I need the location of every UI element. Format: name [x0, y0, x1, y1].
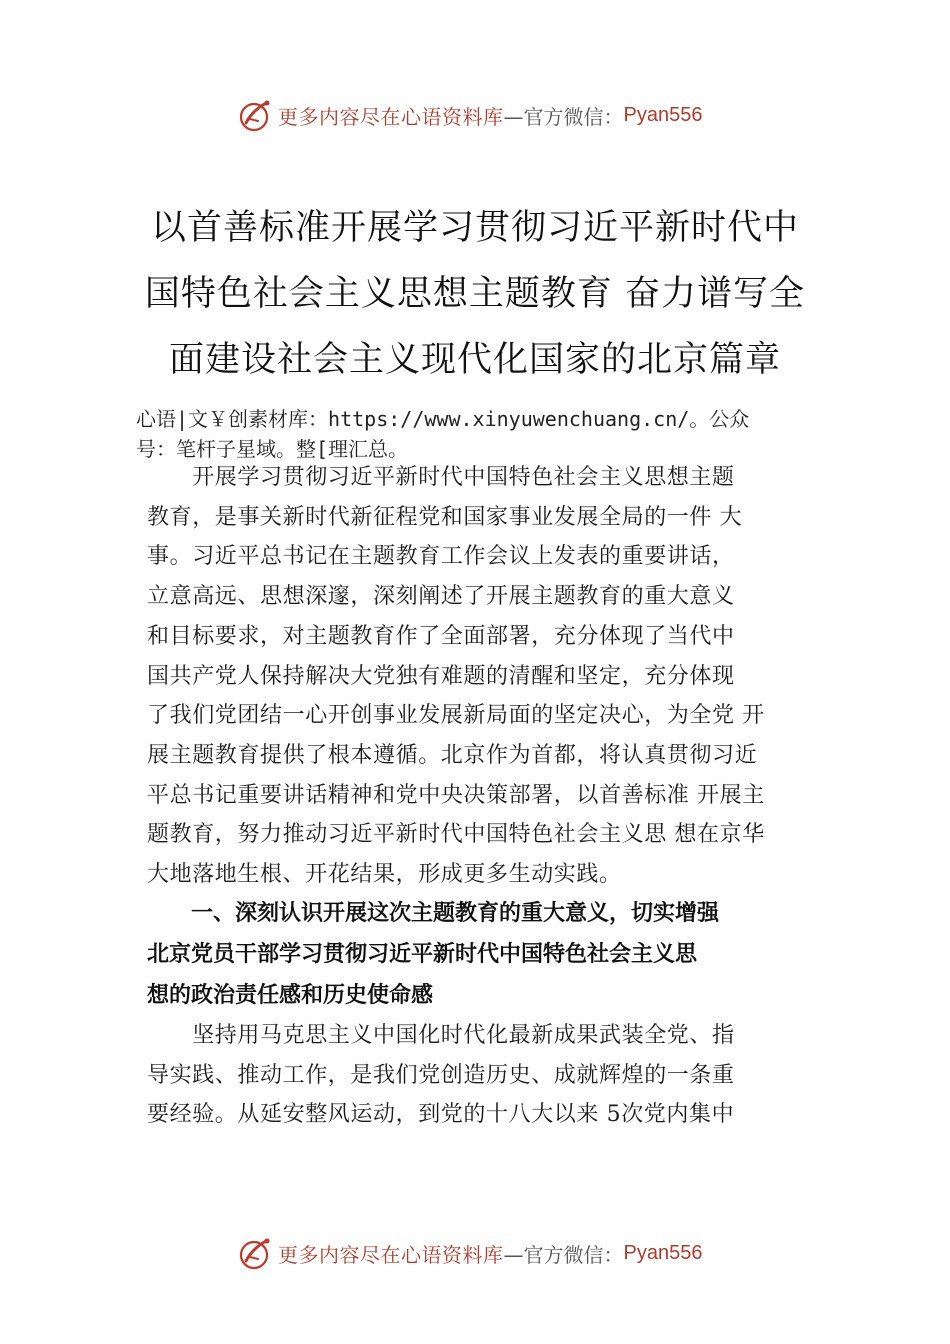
text-line: 展主题教育提供了根本遵循。北京作为首都，将认真贯彻习近	[147, 742, 758, 768]
text-line: 事。习近平总书记在主题教育工作会议上发表的重要讲话，	[147, 544, 735, 570]
text-line: 教育，是事关新时代新征程党和国家事业发展全局的一件 大	[147, 504, 743, 530]
text-line: 立意高远、思想深邃，深刻阐述了开展主题教育的重大意义	[147, 584, 735, 610]
banner-separator: —官方微信：	[503, 1242, 624, 1267]
heading-line: 一、深刻认识开展这次主题教育的重大意义，切实增强	[147, 901, 720, 926]
source-note	[136, 404, 846, 464]
text-line: 导实践、推动工作，是我们党创造历史、成就辉煌的一条重	[147, 1062, 735, 1088]
text-line: 国共产党人保持解决大党独有难题的清醒和坚定，充分体现	[147, 663, 735, 689]
document-title	[110, 195, 840, 393]
title-line: 国特色社会主义思想主题教育 奋力谱写全	[144, 274, 806, 314]
text-line: 大地落地生根、开花结果，形成更多生动实践。	[147, 862, 622, 888]
text-line: 开展学习贯彻习近平新时代中国特色社会主义思想主题	[147, 465, 735, 490]
heading-line: 想的政治责任感和历史使命感	[147, 983, 434, 1008]
title-line: 以首善标准开展学习贯彻习近平新时代中	[150, 208, 799, 248]
banner-wechat-id: Pyan556	[623, 103, 703, 126]
intro-paragraph	[147, 458, 847, 895]
header-banner	[238, 95, 758, 135]
source-line: 心语|文￥创素材库：https://www.xinyuwenchuang.cn/。公众	[136, 407, 750, 431]
banner-text: 更多内容尽在心语资料库	[278, 104, 504, 129]
brush-logo-icon	[238, 1235, 274, 1271]
text-line: 和目标要求，对主题教育作了全面部署，充分体现了当代中	[147, 623, 735, 649]
section-paragraph	[147, 1016, 847, 1135]
text-line: 要经验。从延安整风运动，到党的十八大以来 5次党内集中	[147, 1102, 735, 1128]
text-line: 坚持用马克思主义中国化时代化最新成果武装全党、指	[147, 1023, 735, 1048]
section-heading	[147, 893, 847, 1016]
banner-text: 更多内容尽在心语资料库	[278, 1242, 504, 1267]
text-line: 题教育，努力推动习近平新时代中国特色社会主义思 想在京华	[147, 822, 765, 848]
footer-banner	[238, 1233, 758, 1273]
title-line: 面建设社会主义现代化国家的北京篇章	[168, 340, 781, 380]
brush-logo-icon	[238, 97, 274, 133]
source-line: 号：笔杆子星域。整[理汇总。	[136, 437, 409, 461]
banner-separator: —官方微信：	[503, 104, 624, 129]
text-line: 了我们党团结一心开创事业发展新局面的坚定决心，为全党 开	[147, 703, 765, 729]
text-line: 平总书记重要讲话精神和党中央决策部署，以首善标准 开展主	[147, 782, 765, 808]
banner-wechat-id: Pyan556	[623, 1241, 703, 1264]
heading-line: 北京党员干部学习贯彻习近平新时代中国特色社会主义思	[147, 942, 698, 967]
